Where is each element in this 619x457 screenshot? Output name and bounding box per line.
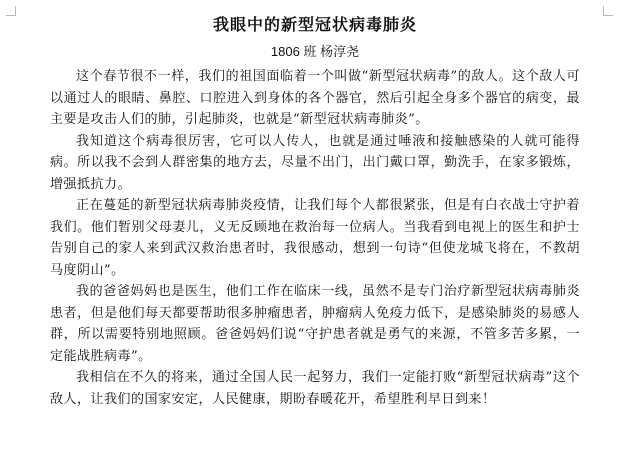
page-corner-mark-top-right — [603, 6, 613, 16]
page-corner-mark-top-left — [6, 6, 16, 16]
document-title: 我眼中的新型冠状病毒肺炎 — [212, 15, 417, 34]
author-byline: 1806 班 杨淳尧 — [270, 44, 360, 59]
paragraph: 正在蔓延的新型冠状病毒肺炎疫情，让我们每个人都很紧张，但是有白衣战士守护着我们。他们暂别父母妻儿，义无反顾地在救治每一位病人。当我看到电视上的医生和护士告别自己的家人来到武汉救治患者时，我很感动，想到一句诗“但使龙城飞将在，不教胡马度阴山”。 — [50, 198, 580, 278]
paragraph: 我知道这个病毒很厉害，它可以人传人，也就是通过唾液和接触感染的人就可能得病。所以我不会到人群密集的地方去，尽量不出门，出门戴口罩，勤洗手，在家多锻炼，增强抵抗力。 — [50, 133, 580, 192]
paragraph: 我相信在不久的将来，通过全国人民一起努力，我们一定能打败“新型冠状病毒”这个敌人，让我们的国家安定，人民健康，期盼春暖花开，希望胜利早日到来！ — [50, 370, 580, 407]
document-body — [50, 14, 580, 410]
paragraph: 我的爸爸妈妈也是医生，他们工作在临床一线，虽然不是专门治疗新型冠状病毒肺炎患者，但是他们每天都要帮助很多肿瘤患者，肿瘤病人免疫力低下，是感染肺炎的易感人群，所以需要特别地照顾。爸爸妈妈们说“守护患者就是勇气的来源，不管多苦多累，一定能战胜病毒”。 — [50, 284, 580, 364]
paragraph: 这个春节很不一样，我们的祖国面临着一个叫做“新型冠状病毒”的敌人。这个敌人可以通过人的眼睛、鼻腔、口腔进入到身体的各个器官，然后引起全身多个器官的病变，最主要是攻击人们的肺，引起肺炎，也就是“新型冠状病毒肺炎”。 — [50, 69, 580, 127]
